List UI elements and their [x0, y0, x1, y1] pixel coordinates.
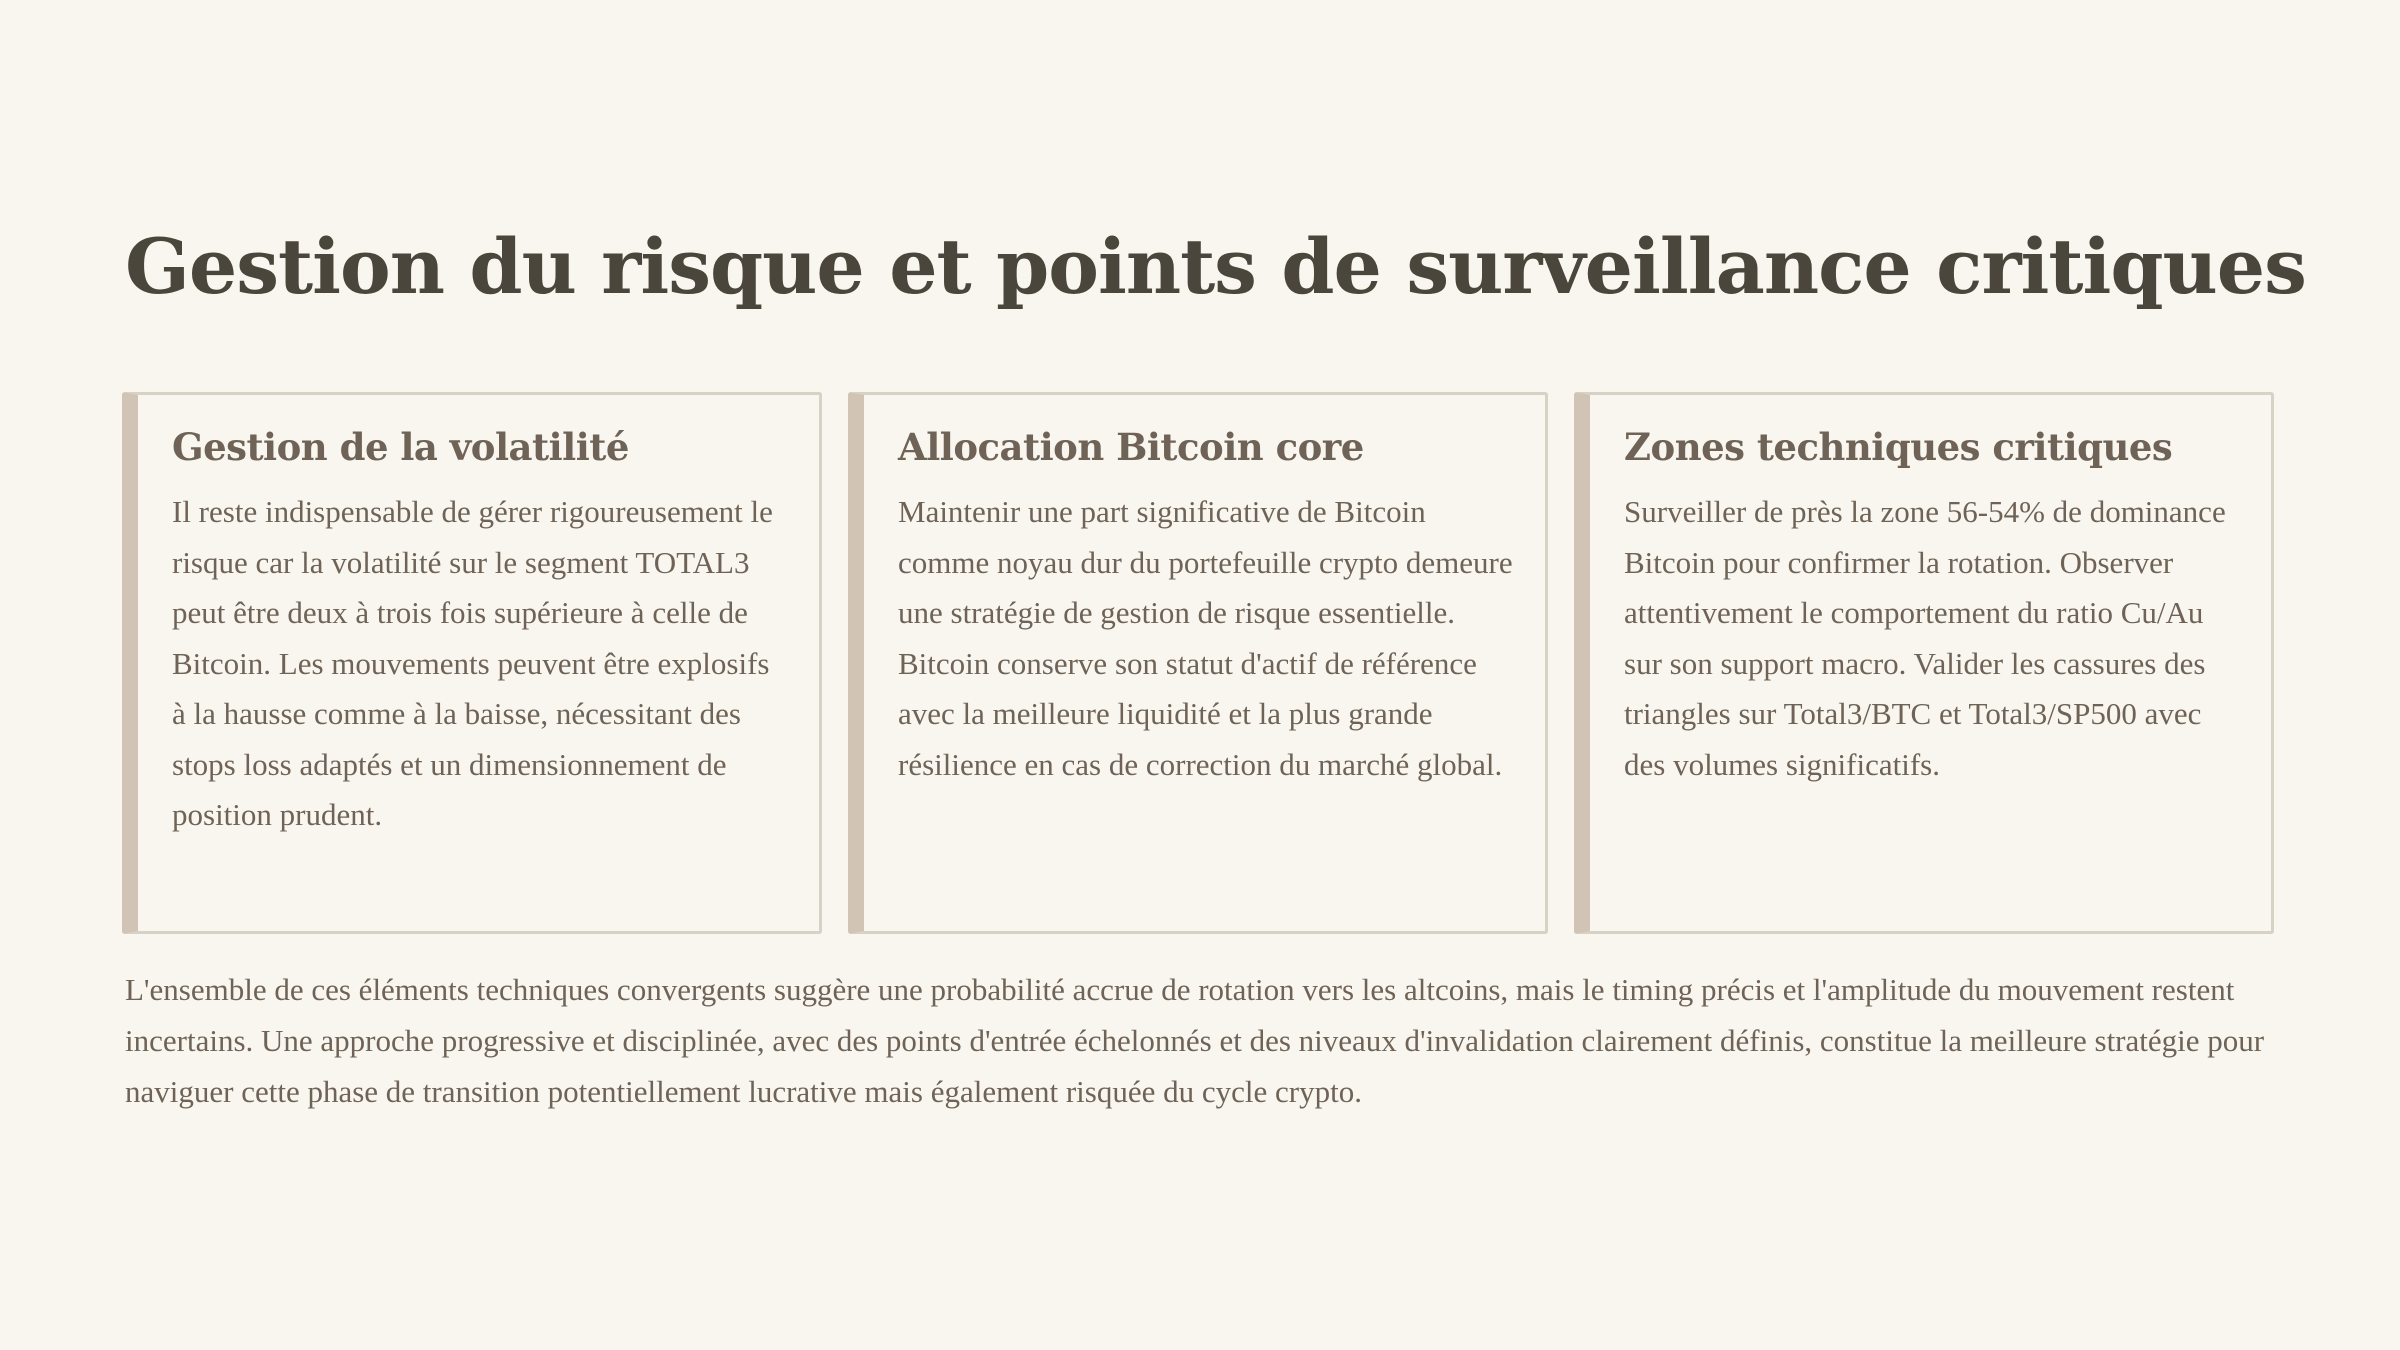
- card-bitcoin-allocation: [848, 392, 1548, 934]
- card-text: Maintenir une part significative de Bitcoin comme noyau dur du portefeuille crypto demeure une stratégie de gestion de risque essentielle. Bitcoin conserve son statut d'actif de référence avec la meilleure liquidité et la plus grande résilience en cas de correction du marché global.: [898, 494, 1513, 782]
- cards-row: [122, 392, 2274, 934]
- card-title: Allocation Bitcoin core: [898, 425, 1364, 469]
- page-title: Gestion du risque et points de surveillance critiques: [125, 222, 2306, 311]
- card-title: Gestion de la volatilité: [172, 425, 629, 469]
- conclusion-paragraph: L'ensemble de ces éléments techniques convergents suggère une probabilité accrue de rotation vers les altcoins, mais le timing précis et l'amplitude du mouvement restent incertains. Une approche progressive et disciplinée, avec des points d'entrée échelonnés et des niveaux d'invalidation clairement définis, constitue la meilleure stratégie pour naviguer cette phase de transition potentiellement lucrative mais également risquée du cycle crypto.: [125, 972, 2265, 1109]
- card-text: Il reste indispensable de gérer rigoureusement le risque car la volatilité sur le segment TOTAL3 peut être deux à trois fois supérieure à celle de Bitcoin. Les mouvements peuvent être explosifs à la hausse comme à la baisse, nécessitant des stops loss adaptés et un dimensionnement de position prudent.: [172, 494, 773, 832]
- card-technical-zones: [1574, 392, 2274, 934]
- card-title: Zones techniques critiques: [1624, 425, 2173, 469]
- card-text: Surveiller de près la zone 56-54% de dominance Bitcoin pour confirmer la rotation. Observer attentivement le comportement du ratio Cu/Au sur son support macro. Valider les cassures des triangles sur Total3/BTC et Total3/SP500 avec des volumes significatifs.: [1624, 494, 2226, 782]
- card-volatility: [122, 392, 822, 934]
